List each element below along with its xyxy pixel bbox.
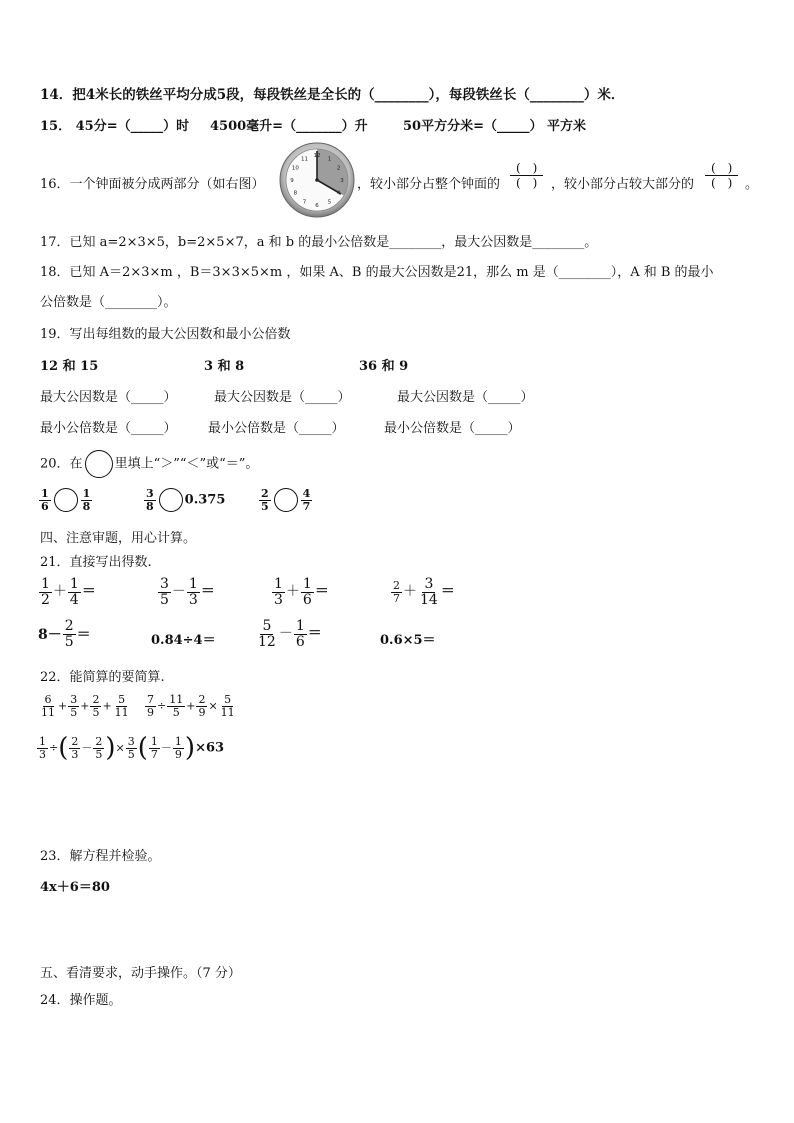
op: ×: [208, 699, 218, 713]
q16-frac2: [705, 161, 738, 191]
section-4-title: 四、注意审题，用心计算。: [40, 531, 197, 546]
clock-numeral: 7: [302, 199, 307, 206]
q21-title: 直接写出得数.: [69, 555, 152, 570]
q17-text: 已知 a=2×3×5，b=2×5×7，a 和 b 的最小公倍数是________，最大公因数是________。: [69, 235, 598, 250]
q23-number: 23．: [40, 849, 70, 864]
op: －: [171, 583, 186, 600]
frac-num: 2: [198, 693, 206, 706]
q21-r1-4: [390, 577, 455, 607]
equals: ＝: [307, 625, 322, 642]
frac-den: 5: [172, 705, 180, 719]
q16-frac1-den: ( ): [516, 176, 538, 191]
frac-den: 5: [92, 705, 100, 719]
frac-den: 3: [188, 591, 198, 608]
q19-gcd-1: 最大公因数是（_____）: [40, 390, 177, 405]
q21-r2-4: 0.6×5＝: [380, 633, 436, 648]
op: +: [186, 699, 196, 713]
compare-circle-icon: [85, 450, 113, 478]
q20-line: [40, 450, 258, 478]
frac-den: 14: [420, 591, 438, 608]
q18-line2: 公倍数是（________）。: [40, 295, 177, 310]
op: +: [58, 699, 68, 713]
frac-den: 9: [147, 705, 154, 719]
q19-lcm-2: 最小公倍数是（_____）: [208, 421, 345, 436]
frac-num: 3: [146, 487, 154, 500]
q24-title: 操作题。: [69, 993, 122, 1008]
op: +: [102, 699, 112, 713]
frac-den: 7: [302, 499, 311, 513]
q21-r1-2: [157, 577, 215, 607]
q15-c: 50平方分米=（_____） 平方米: [403, 119, 587, 134]
frac-den: 3: [39, 747, 46, 761]
frac-num: 2: [71, 734, 79, 748]
q22-number: 22．: [40, 670, 70, 685]
equals: ＝: [440, 583, 455, 600]
frac-num: 1: [302, 576, 312, 592]
frac-num: 5: [118, 693, 126, 706]
frac-num: 11: [169, 693, 184, 706]
q16-mid: ，较小部分占整个钟面的: [357, 177, 501, 192]
frac-den: 11: [114, 705, 129, 719]
q16-post: ，较小部分占较大部分的: [551, 177, 695, 192]
q16-frac2-den: ( ): [711, 176, 733, 191]
q16-end: 。: [745, 177, 759, 192]
clock-numeral: 3: [340, 178, 344, 184]
q16-pre: 一个钟面被分成两部分（如右图）: [69, 177, 265, 192]
compare-circle-2[interactable]: [159, 488, 183, 512]
frac-den: 12: [258, 633, 276, 650]
frac-den: 6: [41, 499, 49, 513]
frac-den: 9: [198, 705, 206, 719]
q19-title-line: [40, 323, 291, 342]
q15-number: 15．: [40, 119, 72, 134]
op: ÷: [157, 699, 167, 713]
q19-gcd-2: 最大公因数是（_____）: [214, 390, 351, 405]
frac-num: 1: [295, 618, 305, 634]
q16-line: [40, 173, 265, 192]
q20-number: 20．: [40, 456, 70, 472]
q21-r2-1-lead: 8－: [38, 627, 62, 644]
q20-item-3: [258, 488, 313, 512]
q20-item-1: [38, 488, 93, 512]
q20-post: 里填上“＞”“＜”或“＝”。: [114, 456, 259, 472]
q16-frac1-num: ( ): [510, 161, 543, 176]
clock-numeral: 11: [301, 156, 308, 163]
frac-num: 6: [44, 693, 52, 706]
q22-times-63: ×63: [195, 740, 225, 756]
frac-num: 3: [70, 693, 78, 706]
q19-lcm-3: 最小公倍数是（_____）: [384, 421, 521, 436]
q20-item-2: [143, 488, 225, 512]
frac-num: 7: [147, 693, 154, 706]
frac-den: 5: [95, 747, 103, 761]
clock-numeral: 2: [336, 165, 341, 172]
section-5-title: 五、看清要求，动手操作。（7 分）: [40, 966, 241, 981]
op: ×: [115, 741, 125, 755]
frac-den: 11: [220, 705, 235, 719]
op: －: [278, 625, 293, 642]
q19-group-1: 12 和 15: [40, 359, 99, 374]
equals: ＝: [314, 583, 329, 600]
q23-equation: 4x＋6＝80: [40, 880, 110, 895]
clock-numeral: 6: [315, 203, 319, 209]
clock-icon: [279, 142, 355, 218]
frac-den: 7: [393, 591, 400, 605]
q22-title: 能简算的要简算.: [69, 670, 165, 685]
frac-num: 1: [69, 576, 79, 592]
frac-num: 1: [82, 487, 91, 500]
clock-numeral: 5: [327, 199, 332, 206]
equals: ＝: [76, 627, 91, 644]
frac-den: 3: [71, 747, 79, 761]
frac-num: 4: [302, 487, 311, 500]
frac-num: 1: [41, 576, 50, 592]
q16-frac1: [510, 161, 543, 191]
q18-text1: 已知 A＝2×3×m ，B＝3×3×5×m ，如果 A、B 的最大公因数是21，那么 m 是（________），A 和 B 的最小: [69, 265, 714, 280]
q21-number: 21．: [40, 555, 70, 570]
equals: ＝: [81, 583, 96, 600]
compare-circle-3[interactable]: [274, 488, 298, 512]
clock-numeral: 8: [293, 190, 298, 197]
q15-a: 45分=（_____）时: [75, 119, 190, 134]
q20-decimal: 0.375: [184, 492, 226, 508]
frac-num: 1: [39, 734, 46, 748]
q17-line: [40, 231, 597, 250]
frac-num: 2: [95, 734, 103, 748]
frac-den: 5: [64, 633, 74, 650]
clock-numeral: 12: [313, 153, 321, 159]
frac-num: 5: [224, 693, 232, 706]
frac-den: 5: [70, 705, 78, 719]
q18-number: 18．: [40, 265, 70, 280]
q21-r2-2: 0.84÷4＝: [151, 633, 216, 648]
frac-num: 3: [127, 734, 135, 748]
clock-numeral: 10: [291, 165, 299, 172]
q14-number: 14．: [40, 87, 73, 103]
q21-r1-3: [271, 577, 329, 607]
op: －: [160, 741, 172, 755]
frac-den: 2: [41, 591, 50, 608]
frac-num: 1: [150, 734, 158, 748]
q22-expr-3: $\frac{1}{3}$ ÷( $\frac{2}{3}$ － $\frac{2}{5}$ )× $\frac{3}{5}$ ( $\frac{1}{7}$ － $\frac{1}{9}$ )×63: [39, 733, 225, 763]
frac-den: 7: [150, 747, 158, 761]
q14-text: 把4米长的铁丝平均分成5段，每段铁丝是全长的（________），每段铁丝长（________）米．: [72, 87, 625, 103]
clock-numeral: 4: [336, 190, 341, 197]
q17-number: 17．: [40, 235, 70, 250]
clock-numeral: 1: [327, 156, 332, 163]
frac-num: 3: [424, 576, 434, 592]
op: ＋: [52, 583, 67, 600]
frac-num: 2: [64, 618, 74, 634]
frac-den: 9: [174, 747, 182, 761]
frac-num: 3: [160, 576, 169, 592]
equals: ＝: [200, 583, 215, 600]
q15-b: 4500毫升=（_______）升: [210, 119, 368, 134]
q14-line: [40, 83, 624, 103]
frac-num: 1: [188, 576, 198, 592]
q19-gcd-3: 最大公因数是（_____）: [397, 390, 534, 405]
q18-line1: [40, 261, 714, 280]
q20-pre: 在: [69, 456, 83, 472]
op: ＋: [285, 583, 300, 600]
q22-expr-1: [38, 694, 132, 718]
clock-numeral: 9: [290, 178, 294, 184]
frac-den: 4: [69, 591, 79, 608]
frac-den: 6: [302, 591, 312, 608]
frac-den: 3: [274, 591, 283, 608]
frac-den: 8: [82, 499, 91, 513]
q24-number: 24．: [40, 993, 70, 1008]
compare-circle-1[interactable]: [54, 488, 78, 512]
frac-den: 6: [295, 633, 305, 650]
frac-num: 2: [261, 487, 269, 500]
op: ＋: [403, 583, 417, 600]
frac-num: 2: [92, 693, 100, 706]
q16-frac2-num: ( ): [705, 161, 738, 176]
q24-title-line: [40, 989, 122, 1008]
frac-num: 1: [41, 487, 49, 500]
q23-title-line: [40, 845, 161, 864]
clock-figure: [279, 142, 355, 218]
q22-title-line: [40, 666, 165, 685]
q15-line: [40, 115, 189, 134]
frac-den: 11: [41, 705, 55, 719]
q19-number: 19．: [40, 327, 70, 342]
frac-den: 8: [146, 499, 154, 513]
frac-num: 1: [174, 734, 182, 748]
op: －: [81, 741, 93, 755]
q19-group-3: 36 和 9: [359, 359, 409, 374]
q21-title-line: [40, 551, 152, 570]
q19-lcm-1: 最小公倍数是（_____）: [40, 421, 177, 436]
frac-num: 2: [393, 579, 400, 593]
op: +: [80, 699, 90, 713]
q19-group-2: 3 和 8: [204, 359, 245, 374]
frac-den: 5: [261, 499, 269, 513]
q22-expr-2: [144, 694, 238, 718]
frac-den: 5: [160, 591, 169, 608]
q21-r2-1: [38, 619, 91, 649]
q16-number: 16．: [40, 177, 70, 192]
q19-title: 写出每组数的最大公因数和最小公倍数: [69, 327, 291, 342]
frac-den: 5: [127, 747, 135, 761]
op: ÷: [49, 741, 59, 755]
q23-title: 解方程并检验。: [69, 849, 161, 864]
frac-num: 1: [274, 576, 283, 592]
q21-r1-1: [38, 577, 96, 607]
frac-num: 5: [262, 618, 272, 634]
q21-r2-3: [255, 619, 322, 649]
